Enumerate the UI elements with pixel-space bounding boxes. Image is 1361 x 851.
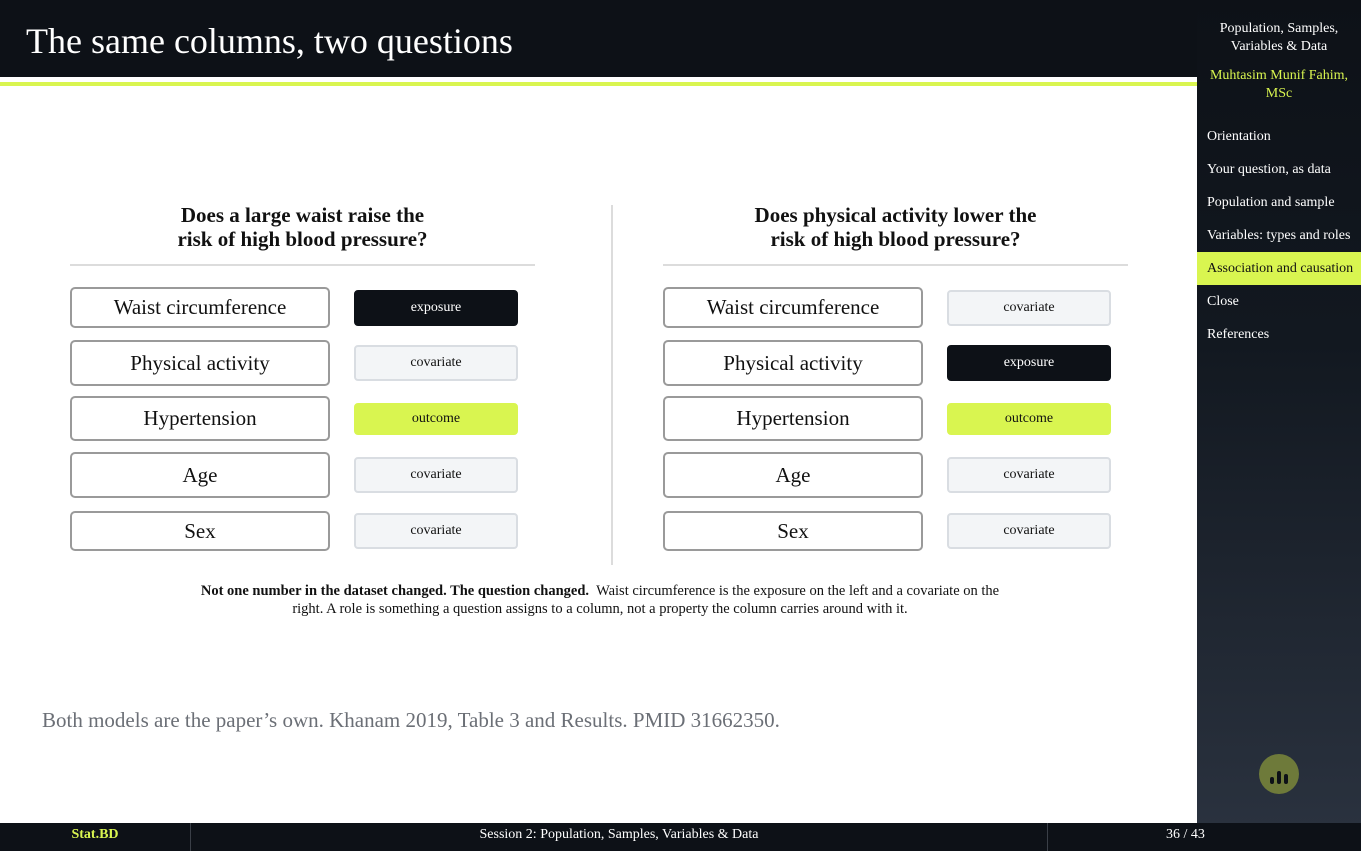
- footer: [0, 823, 1361, 851]
- role-badge: covariate: [354, 457, 518, 493]
- role-badge: exposure: [947, 345, 1111, 381]
- sidebar-item-association-and-causation[interactable]: Association and causation: [1197, 252, 1361, 285]
- source-citation: Both models are the paper’s own. Khanam 2019, Table 3 and Results. PMID 31662350.: [42, 708, 780, 732]
- sidebar-author: Muhtasim Munif Fahim, MSc: [1209, 68, 1349, 101]
- role-badge: outcome: [354, 403, 518, 435]
- role-row: [70, 287, 535, 328]
- role-badge: covariate: [947, 513, 1111, 549]
- variable-box: Waist circumference: [70, 287, 330, 328]
- role-row: [663, 452, 1128, 498]
- role-row: [663, 396, 1128, 441]
- variable-box: Age: [70, 452, 330, 498]
- slide-title: The same columns, two questions: [26, 21, 513, 61]
- right-question: Does physical activity lower the risk of high blood pressure?: [754, 203, 1037, 251]
- sidebar-title: Population, Samples, Variables & Data: [1219, 21, 1339, 54]
- note-bold: Not one number in the dataset changed. The question changed.: [200, 583, 590, 599]
- sidebar-item-close[interactable]: Close: [1207, 294, 1239, 309]
- role-row: [70, 511, 535, 551]
- sidebar-item-orientation[interactable]: Orientation: [1207, 129, 1271, 144]
- explanation-note: [200, 582, 1000, 618]
- variable-box: Sex: [70, 511, 330, 551]
- sidebar-item-population-and-sample[interactable]: Population and sample: [1207, 195, 1335, 210]
- role-badge: covariate: [947, 457, 1111, 493]
- slide-header: [0, 0, 1197, 77]
- panel-divider: [611, 205, 613, 565]
- left-question: Does a large waist raise the risk of high blood pressure?: [177, 203, 428, 251]
- role-badge: covariate: [947, 290, 1111, 326]
- sidebar-nav: [1197, 120, 1361, 351]
- variable-box: Waist circumference: [663, 287, 923, 328]
- role-row: [70, 452, 535, 498]
- variable-box: Hypertension: [70, 396, 330, 441]
- variable-box: Hypertension: [663, 396, 923, 441]
- variable-box: Physical activity: [663, 340, 923, 386]
- role-badge: outcome: [947, 403, 1111, 435]
- role-row: [70, 396, 535, 441]
- role-row: [663, 287, 1128, 328]
- role-row: [663, 340, 1128, 386]
- variable-box: Sex: [663, 511, 923, 551]
- role-badge: covariate: [354, 345, 518, 381]
- variable-box: Physical activity: [70, 340, 330, 386]
- bar-chart-icon[interactable]: [1259, 754, 1299, 794]
- sidebar: [1197, 0, 1361, 851]
- right-rule: [663, 264, 1128, 266]
- footer-session: Session 2: Population, Samples, Variables & Data: [479, 827, 759, 842]
- sidebar-item-your-question-as-data[interactable]: Your question, as data: [1207, 162, 1331, 177]
- role-badge: exposure: [354, 290, 518, 326]
- sidebar-item-references[interactable]: References: [1207, 327, 1270, 342]
- note-text: Waist circumference is the exposure on the left and a covariate on the right. A role is something a question assigns to a column, not a property the column carries around with it.: [292, 583, 1000, 617]
- sidebar-item-variables-types-and-roles[interactable]: Variables: types and roles: [1207, 228, 1351, 243]
- page-number: 36 / 43: [1166, 827, 1205, 842]
- left-rule: [70, 264, 535, 266]
- role-badge: covariate: [354, 513, 518, 549]
- accent-line: [0, 82, 1197, 86]
- footer-brand: Stat.BD: [71, 827, 119, 842]
- role-row: [70, 340, 535, 386]
- left-panel: [70, 200, 535, 543]
- role-row: [663, 511, 1128, 551]
- variable-box: Age: [663, 452, 923, 498]
- right-panel: [663, 200, 1128, 543]
